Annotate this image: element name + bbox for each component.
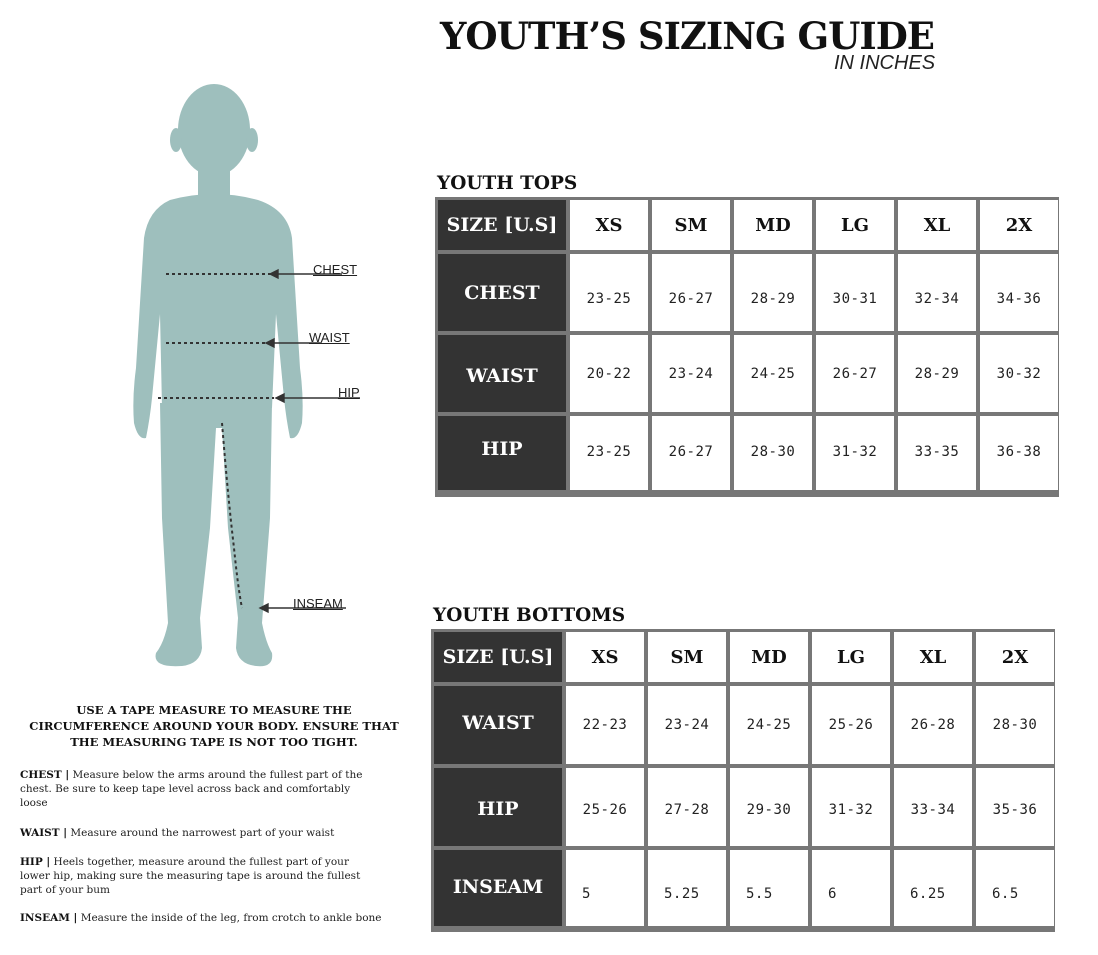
- bottoms-size-col: 2X: [976, 632, 1054, 682]
- tops-cell: 30-32: [980, 335, 1058, 412]
- bottoms-cell: 33-34: [894, 768, 972, 846]
- bottoms-row-label: WAIST: [434, 686, 562, 764]
- tops-row-label: CHEST: [438, 254, 566, 331]
- note-text: Measure around the narrowest part of your waist: [70, 827, 335, 839]
- note-text: Heels together, measure around the fullest part of your lower hip, making sure the measuring tape is around the fullest part of your bum: [20, 856, 361, 896]
- tops-cell: 28-30: [734, 416, 812, 490]
- tops-table: [435, 197, 1059, 497]
- measurement-figure: [110, 78, 410, 678]
- tops-cell: 23-25: [570, 416, 648, 490]
- tops-size-header: SIZE [U.S]: [438, 200, 566, 250]
- bottoms-row-label: HIP: [434, 768, 562, 846]
- note-waist: [20, 826, 365, 840]
- tops-size-col: MD: [734, 200, 812, 250]
- bottoms-cell: 35-36: [976, 768, 1054, 846]
- tops-cell: 28-29: [898, 335, 976, 412]
- bottoms-cell: 25-26: [812, 686, 890, 764]
- note-hip: [20, 855, 365, 897]
- tops-cell: 20-22: [570, 335, 648, 412]
- bottoms-size-col: XS: [566, 632, 644, 682]
- bottoms-cell: 31-32: [812, 768, 890, 846]
- note-text: Measure below the arms around the fullest part of the chest. Be sure to keep tape level across back and comfortably loose: [20, 769, 363, 809]
- tops-cell: 26-27: [652, 416, 730, 490]
- bottoms-cell: 24-25: [730, 686, 808, 764]
- tops-size-col: XL: [898, 200, 976, 250]
- bottoms-size-col: XL: [894, 632, 972, 682]
- tops-cell: 30-31: [816, 254, 894, 331]
- bottoms-cell: 6.5: [976, 850, 1054, 926]
- tops-cell: 36-38: [980, 416, 1058, 490]
- tops-cell: 31-32: [816, 416, 894, 490]
- hip-label: HIP: [338, 385, 360, 400]
- bottoms-table: [431, 629, 1055, 932]
- note-term: INSEAM |: [20, 912, 78, 924]
- tops-cell: 34-36: [980, 254, 1058, 331]
- tops-cell: 26-27: [652, 254, 730, 331]
- tops-cell: 28-29: [734, 254, 812, 331]
- bottoms-cell: 23-24: [648, 686, 726, 764]
- tops-cell: 23-24: [652, 335, 730, 412]
- bottoms-cell: 27-28: [648, 768, 726, 846]
- bottoms-size-col: LG: [812, 632, 890, 682]
- bottoms-cell: 22-23: [566, 686, 644, 764]
- bottoms-cell: 26-28: [894, 686, 972, 764]
- page-title: YOUTH’S SIZING GUIDE: [440, 14, 934, 58]
- bottoms-cell: 29-30: [730, 768, 808, 846]
- tops-row-label: HIP: [438, 416, 566, 490]
- bottoms-cell: 28-30: [976, 686, 1054, 764]
- tops-cell: 26-27: [816, 335, 894, 412]
- note-text: Measure the inside of the leg, from crotch to ankle bone: [80, 912, 382, 924]
- bottoms-cell: 6.25: [894, 850, 972, 926]
- bottoms-size-header: SIZE [U.S]: [434, 632, 562, 682]
- bottoms-size-col: MD: [730, 632, 808, 682]
- tops-title: YOUTH TOPS: [437, 173, 578, 194]
- note-inseam: [20, 911, 400, 925]
- tops-cell: 32-34: [898, 254, 976, 331]
- bottoms-row-label: INSEAM: [434, 850, 562, 926]
- tops-cell: 23-25: [570, 254, 648, 331]
- chest-label: CHEST: [313, 262, 358, 277]
- bottoms-cell: 5.25: [648, 850, 726, 926]
- tops-size-col: 2X: [980, 200, 1058, 250]
- bottoms-size-col: SM: [648, 632, 726, 682]
- bottoms-cell: 5.5: [730, 850, 808, 926]
- bottoms-title: YOUTH BOTTOMS: [433, 605, 626, 626]
- tops-cell: 33-35: [898, 416, 976, 490]
- waist-label: WAIST: [309, 330, 350, 345]
- note-chest: [20, 768, 365, 810]
- tops-size-col: LG: [816, 200, 894, 250]
- tops-size-col: XS: [570, 200, 648, 250]
- inseam-label: INSEAM: [293, 596, 343, 611]
- note-term: HIP |: [20, 856, 51, 868]
- tops-size-col: SM: [652, 200, 730, 250]
- note-term: CHEST |: [20, 769, 70, 781]
- page-subtitle: IN INCHES: [834, 52, 936, 74]
- bottoms-cell: 5: [566, 850, 644, 926]
- measure-instructions: USE A TAPE MEASURE TO MEASURE THE CIRCUMFERENCE AROUND YOUR BODY. ENSURE THAT THE MEASURING TAPE IS NOT TOO TIGHT.: [29, 703, 399, 749]
- tops-row-label: WAIST: [438, 335, 566, 412]
- bottoms-cell: 25-26: [566, 768, 644, 846]
- bottoms-cell: 6: [812, 850, 890, 926]
- tops-cell: 24-25: [734, 335, 812, 412]
- note-term: WAIST |: [20, 827, 68, 839]
- child-silhouette-icon: [110, 78, 410, 678]
